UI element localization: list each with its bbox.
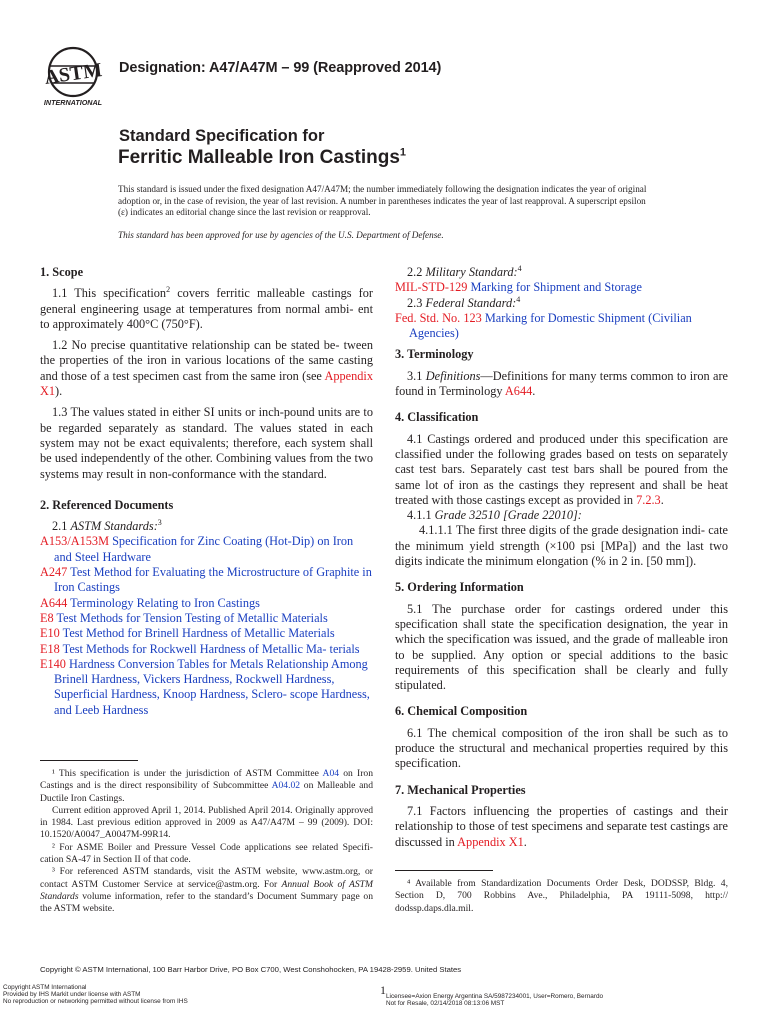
paragraph-4-1: 4.1 Castings ordered and produced under this specification are classified under the following grades based on tests on separately cast test bars. Separately cast test bars shall be poured from the same lot of iron as the castings they represent and shall be heat treated with those castings except as provided in 7.2.3. bbox=[395, 431, 728, 507]
section-7-2-3-link[interactable]: 7.2.3 bbox=[636, 492, 661, 507]
license-notice-right: Licensee=Axion Energy Argentina SA/5987234001, User=Romero, Bernardo Not for Resale, 02/14/2018 08:13:06 MST bbox=[386, 993, 604, 1008]
paragraph-4-1-1-1: 4.1.1.1 The first three digits of the grade designation indi- cate the minimum yield strength (×100 psi [MPa]) and the last two digits indicate the minimum elongation (% in 2 in. [50 mm]). bbox=[395, 523, 728, 569]
reference-a247[interactable]: A247 Test Method for Evaluating the Microstructure of Graphite in Iron Castings bbox=[40, 565, 372, 595]
paragraph-5-1: 5.1 The purchase order for castings ordered under this specification shall state the specification designation, the year in which the specification was issued, and the grade of malleable iron to be supplied. Any option or special additions to the basic requirements of this specification shall be clearly and fully stipulated. bbox=[395, 601, 728, 693]
reference-e140[interactable]: E140 Hardness Conversion Tables for Metals Relationship Among Brinell Hardness, Vickers Hardness, Rockwell Hardness, Superficial Hardness, Knoop Hardness, Sclero- scope Hardness, and Leeb Hardness bbox=[40, 656, 370, 717]
reference-fed-std-123[interactable]: Fed. Std. No. 123 Marking for Domestic Shipment (Civilian Agencies) bbox=[395, 310, 692, 341]
paragraph-2-2: 2.2 Military Standard:$^4$ bbox=[407, 263, 522, 279]
paragraph-4-1-1: 4.1.1 Grade 32510 [Grade 22010]: bbox=[407, 508, 582, 523]
reference-e10[interactable]: E10 Test Method for Brinell Hardness of Metallic Materials bbox=[40, 626, 335, 641]
license-notice-left: Copyright ASTM International Provided by IHS Markit under license with ASTM No reproduction or networking permitted without license from IHS bbox=[3, 984, 188, 1006]
paragraph-3-1: 3.1 Definitions—Definitions for many terms common to iron are found in Terminology A644. bbox=[395, 368, 728, 399]
footnote-2: ² For ASME Boiler and Pressure Vessel Code applications see related Specifi- cation SA-47 in Section II of that code. bbox=[40, 841, 373, 866]
astm-logo bbox=[40, 46, 112, 108]
paragraph-2-1: 2.1 ASTM Standards:$^3$ bbox=[52, 518, 162, 534]
reference-e8[interactable]: E8 Test Methods for Tension Testing of Metallic Materials bbox=[40, 610, 328, 625]
paragraph-1-2: 1.2 No precise quantitative relationship can be stated be- tween the properties of the iron in various locations of the same casting and those of a test specimen cast from the same iron (see Appendix X1). bbox=[40, 338, 373, 399]
section-heading-mechanical-properties: 7. Mechanical Properties bbox=[395, 782, 526, 797]
reference-e18[interactable]: E18 Test Methods for Rockwell Hardness of Metallic Ma- terials bbox=[40, 641, 360, 656]
logo-wordmark: ASTM bbox=[43, 59, 104, 89]
title-footnote-mark: 1 bbox=[399, 146, 407, 159]
footnote-4: ⁴ Available from Standardization Documents Order Desk, DODSSP, Bldg. 4, Section D, 700 Robbins Ave., Philadelphia, PA 19111-5098, http:// dodssp.daps.dla.mil. bbox=[395, 878, 728, 914]
approved-note: This standard has been approved for use by agencies of the U.S. Department of Defense. bbox=[118, 230, 444, 240]
paragraph-1-3: 1.3 The values stated in either SI units or inch-pound units are to be regarded separately as standard. The values stated in each system may not be exact equivalents; therefore, each system shall be used independently of the other. Combining values from the two systems may result in non-conformance with the standard. bbox=[40, 405, 373, 481]
designation: Designation: A47/A47M – 99 (Reapproved 2014) bbox=[119, 60, 442, 76]
reference-a153[interactable]: A153/A153M Specification for Zinc Coating (Hot-Dip) on Iron and Steel Hardware bbox=[40, 534, 354, 564]
left-column bbox=[40, 265, 373, 718]
section-heading-classification: 4. Classification bbox=[395, 410, 479, 425]
issued-note: This standard is issued under the fixed designation A47/A47M; the number immediately following the designation indicates the year of original adoption or, in the case of revision, the year of last revision. A number in parentheses indicates the year of last reapproval. A superscript epsilon (ε) indicates an editorial change since the last revision or reapproval. bbox=[118, 184, 647, 218]
standard-title bbox=[118, 147, 406, 169]
a644-link[interactable]: A644 bbox=[504, 384, 533, 399]
footnote-rule-right bbox=[395, 870, 493, 871]
copyright-line: Copyright © ASTM International, 100 Barr Harbor Drive, PO Box C700, West Conshohocken, PA 19428-2959. United States bbox=[40, 965, 462, 974]
section-heading-chemical-composition: 6. Chemical Composition bbox=[395, 704, 528, 719]
footnote-1: ¹ This specification is under the jurisdiction of ASTM Committee A04 on Iron Castings and is the direct responsibility of Subcommittee A04.02 on Malleable and Ductile Iron Castings. bbox=[40, 768, 373, 804]
subcommittee-a0402-link[interactable]: A04.02 bbox=[271, 780, 301, 792]
appendix-x1-link-2[interactable]: Appendix X1 bbox=[457, 834, 524, 849]
section-heading-ordering-information: 5. Ordering Information bbox=[395, 580, 524, 595]
page-number: 1 bbox=[380, 983, 386, 997]
footnote-3: ³ For referenced ASTM standards, visit the ASTM website, www.astm.org, or contact ASTM Customer Service at service@astm.org. For Annual Book of ASTM Standards volume information, refer to the standard’s Document Summary page on the ASTM website. bbox=[40, 866, 373, 915]
footnote-rule-left bbox=[40, 760, 138, 761]
title-text: Ferritic Malleable Iron Castings bbox=[118, 147, 400, 168]
paragraph-1-1: 1.1 This specification$^2$ covers ferritic malleable castings for general engineering usage at temperatures from normal ambi- ent to approximately 400°C (750°F). bbox=[40, 285, 374, 331]
paragraph-2-3: 2.3 Federal Standard:$^4$ bbox=[407, 294, 521, 310]
paragraph-7-1: 7.1 Factors influencing the properties of castings and their relationship to those of test specimens and separate test castings are discussed in Appendix X1. bbox=[395, 803, 728, 849]
footnotes-right bbox=[395, 878, 728, 915]
footnote-1-edition: Current edition approved April 1, 2014. Published April 2014. Originally approved in 1984. Last previous edition approved in 2009 as A47/A47M – 99 (2009). DOI: 10.1520/A0047_A0047M-99R14. bbox=[40, 804, 373, 841]
section-heading-referenced-documents: 2. Referenced Documents bbox=[40, 497, 174, 512]
committee-a04-link[interactable]: A04 bbox=[322, 768, 340, 779]
right-column bbox=[395, 265, 728, 850]
reference-a644[interactable]: A644 Terminology Relating to Iron Castings bbox=[40, 595, 260, 610]
reference-mil-std-129[interactable]: MIL-STD-129 Marking for Shipment and Storage bbox=[395, 280, 642, 295]
appendix-x1-link[interactable]: Appendix X1 bbox=[40, 368, 373, 399]
section-heading-terminology: 3. Terminology bbox=[395, 347, 474, 362]
footnotes-left bbox=[40, 768, 373, 916]
standard-kicker: Standard Specification for bbox=[119, 127, 325, 145]
section-heading-scope: 1. Scope bbox=[40, 265, 84, 279]
logo-subtitle: INTERNATIONAL bbox=[43, 98, 103, 107]
paragraph-6-1: 6.1 The chemical composition of the iron shall be such as to produce the structural and mechanical properties required by this specification. bbox=[395, 725, 728, 771]
